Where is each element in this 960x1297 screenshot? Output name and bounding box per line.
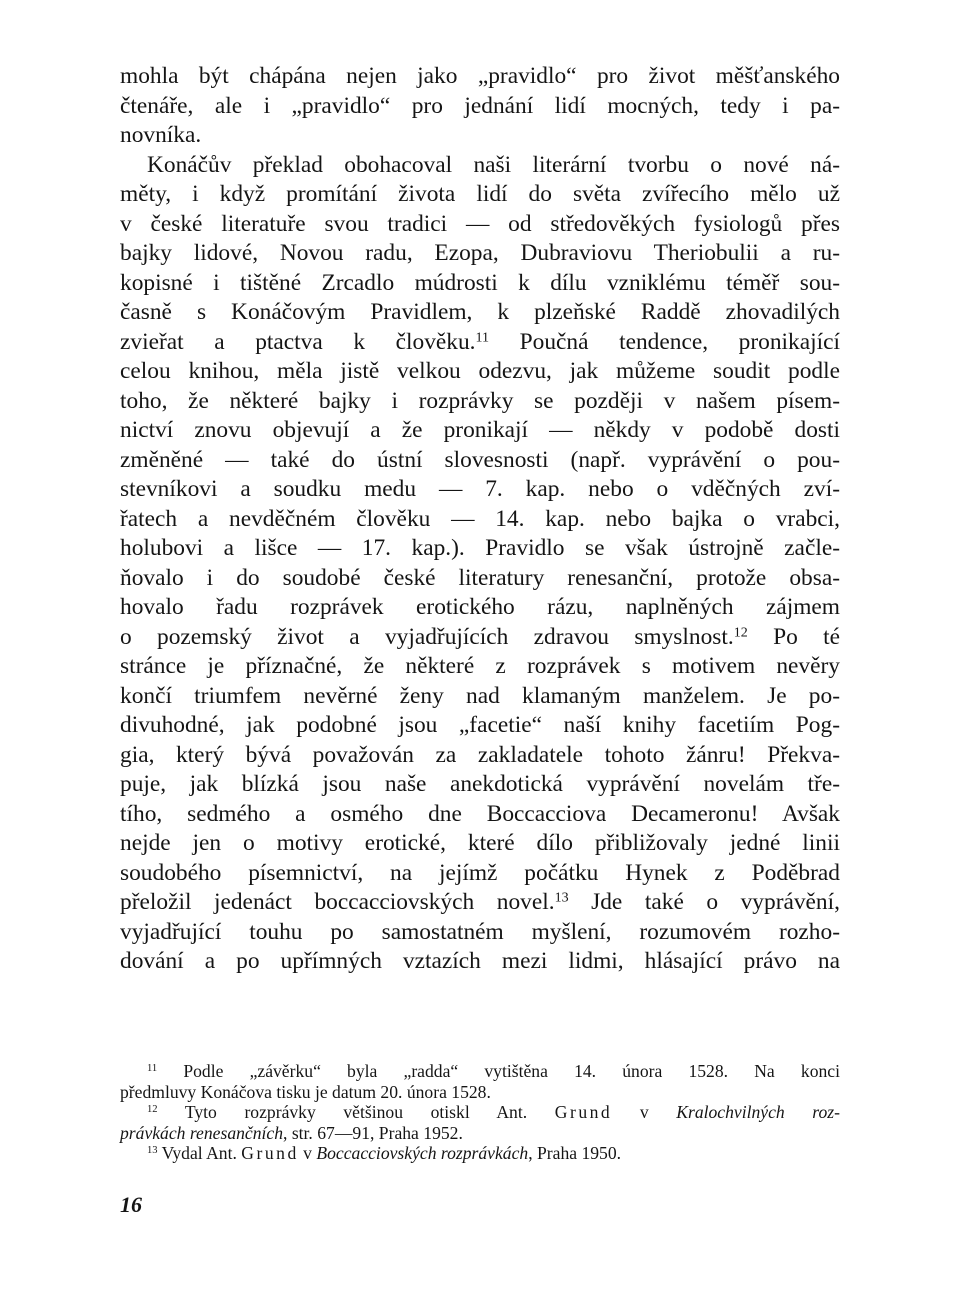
text-line: končí triumfem nevěrné ženy nad klamaným manželem. Je po- <box>120 682 840 709</box>
line-text: Po té <box>747 623 840 650</box>
footnote-11 <box>120 1061 840 1082</box>
footnote-number: 13 <box>147 1145 158 1157</box>
text-line: stránce je příznačné, že některé z rozprávek s motivem nevěry <box>120 653 840 679</box>
footnote-13 <box>120 1143 840 1164</box>
paragraph-first-line: Konáčův překlad obohacoval naši literární tvorbu o nové ná- <box>147 151 840 178</box>
text-line: v české literatuře svou tradici — od středověkých fysiologů přes <box>120 210 840 237</box>
footnotes <box>120 1061 840 1164</box>
text-line <box>120 328 840 358</box>
line-text: zvieřat a ptactva k člověku. <box>120 328 476 355</box>
footnote-ref-13: 13 <box>554 889 569 906</box>
text-line: dování a po upřímných vztazích mezi lidmi, hlásající právo na <box>120 948 840 974</box>
footnote-author: Grund <box>554 1102 613 1122</box>
text-line: holubovi a lišce — 17. kap.). Pravidlo se však ústrojně začle- <box>120 535 840 561</box>
line-text: Jde také o vyprávění, <box>568 889 840 915</box>
text-line: divuhodné, jak podobné jsou „facetie“ naší knihy facetiím Pog- <box>120 712 840 738</box>
text-line: stevníkovi a soudku medu — 7. kap. nebo o vděčných zví- <box>120 476 840 502</box>
footnote-number: 12 <box>147 1104 158 1116</box>
footnote-book-title: Boccacciovských rozprávkách <box>316 1143 529 1163</box>
text-line: ňovalo i do soudobé české literatury renesanční, protože obsa- <box>120 564 840 591</box>
page-number: 16 <box>120 1192 142 1217</box>
text-line: hovalo řadu rozprávek erotického rázu, naplněných zájmem <box>120 594 840 620</box>
footnote-text: , str. 67—91, Praha 1952. <box>283 1122 463 1143</box>
text-line: soudobého písemnictví, na jejímž počátku Hynek z Poděbrad <box>120 859 840 886</box>
text-line: celou knihou, měla jistě velkou odezvu, jak můžeme soudit podle <box>120 358 840 384</box>
text-line <box>120 888 840 918</box>
footnote-text: , Praha 1950. <box>528 1143 622 1163</box>
footnote-text: Vydal Ant. <box>157 1143 242 1163</box>
footnote-ref-12: 12 <box>733 623 748 640</box>
text-line: kopisné i tištěné Zrcadlo múdrosti k dílu vzniklému téměř sou- <box>120 269 840 296</box>
body-text <box>120 62 840 977</box>
footnote-book-title: Kralochvilných roz- <box>676 1102 841 1122</box>
text-line: vyjadřující touhu po samostatném myšlení, rozumovém rozho- <box>120 918 840 945</box>
footnote-12 <box>120 1102 840 1123</box>
text-line: puje, jak blízká jsou naše anekdotická vyprávění novelám tře- <box>120 771 840 797</box>
main-text <box>120 62 840 977</box>
text-line <box>120 623 840 653</box>
text-line: novníka. <box>120 122 202 148</box>
footnote-text: Tyto rozprávky většinou otiskl Ant. <box>157 1102 555 1122</box>
text-line: tího, sedmého a osmého dne Boccacciova Decameronu! Avšak <box>120 800 840 827</box>
text-line: řatech a nevděčném člověku — 14. kap. nebo bajka o vrabci, <box>120 505 840 532</box>
footnote-12-continued <box>120 1123 840 1144</box>
text-line: mohla být chápána nejen jako „pravidlo“ pro život měšťanského <box>120 63 840 89</box>
text-line: čtenáře, ale i „pravidlo“ pro jednání lidí mocných, tedy i pa- <box>120 92 840 119</box>
footnote-11-continued: předmluvy Konáčova tisku je datum 20. února 1528. <box>120 1081 491 1102</box>
text-line: časně s Konáčovým Pravidlem, k plzeňské Raddě zhovadilých <box>120 299 840 325</box>
footnote-text: v <box>298 1143 317 1163</box>
line-text: o pozemský život a vyjadřujících zdravou smyslnost. <box>120 623 734 650</box>
text-line: gia, který bývá považován za zakladatele tohoto žánru! Překva- <box>120 741 840 768</box>
text-line: změněné — také do ústní slovesnosti (např. vyprávění o pou- <box>120 446 840 473</box>
text-line: nictví znovu objevují a že pronikají — někdy v podobě dosti <box>120 417 840 443</box>
text-line: bajky lidové, Novou radu, Ezopa, Dubraviovu Theriobulii a ru- <box>120 240 840 266</box>
footnote-text: Podle „závěrku“ byla „radda“ vytištěna 14. února 1528. Na konci <box>157 1061 840 1081</box>
footnote-number: 11 <box>147 1063 158 1075</box>
text-line: toho, že některé bajky i rozprávky se později v našem písem- <box>120 387 840 414</box>
line-text: Poučná tendence, pronikající <box>489 328 840 355</box>
footnote-author: Grund <box>241 1143 299 1163</box>
footnote-ref-11: 11 <box>475 328 490 345</box>
footnote-text: v <box>612 1102 677 1122</box>
text-line: měty, i když promítání života lidí do světa zvířecího mělo už <box>120 181 840 207</box>
text-line: nejde jen o motivy erotické, které dílo přibližovaly jedné linii <box>120 830 840 856</box>
footnote-book-title: právkách renesančních <box>120 1122 284 1143</box>
line-text: přeložil jedenáct boccacciovských novel. <box>120 889 555 915</box>
